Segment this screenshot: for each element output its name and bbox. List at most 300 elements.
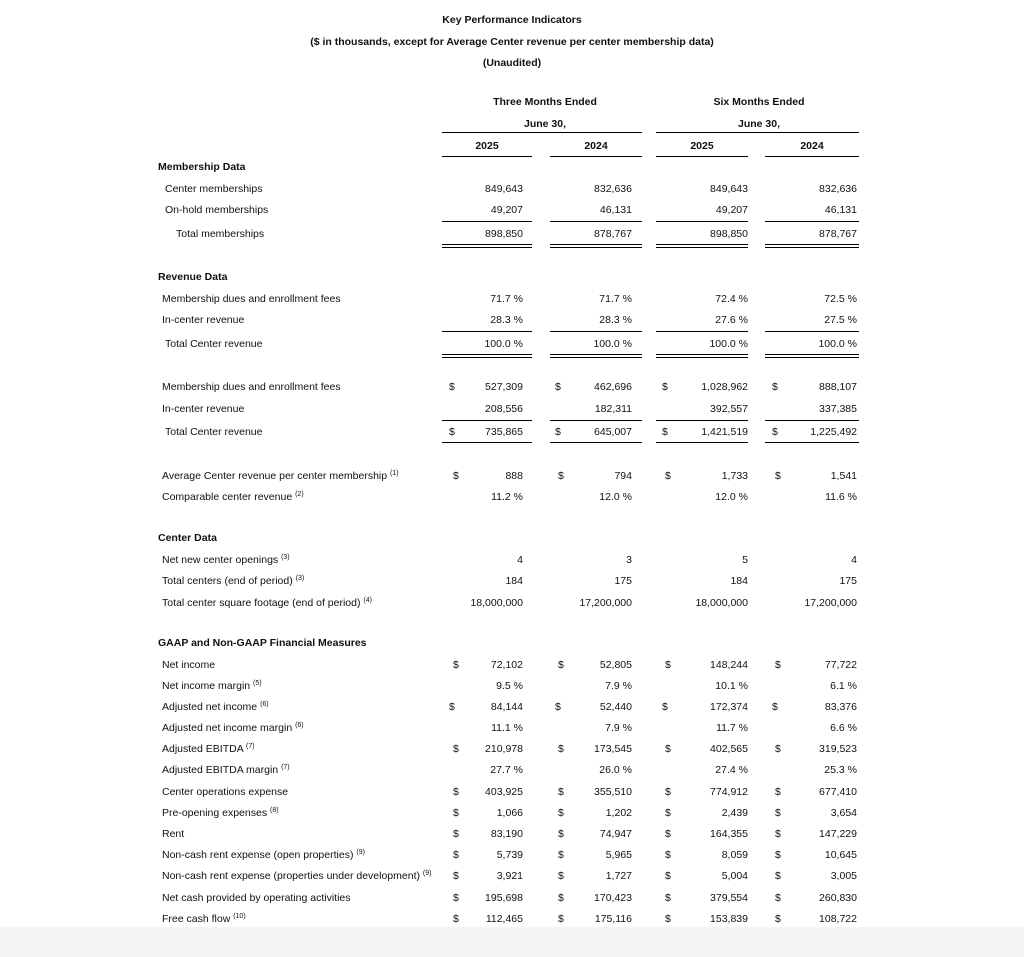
subtotal-rule [550,221,642,222]
section-gaap-measures: GAAP and Non-GAAP Financial Measures [158,637,367,649]
table-row-fcf [0,909,1024,930]
cell-value: 6.1 % [830,680,857,692]
footnote-marker: (8) [270,807,279,814]
total-rule [656,442,748,443]
subtotal-rule [656,221,748,222]
report-subtitle: ($ in thousands, except for Average Center revenue per center membership data) [310,35,714,48]
cell-value: 898,850 [485,228,523,240]
currency-symbol: $ [775,786,781,798]
footnote-marker: (9) [422,870,432,877]
table-row-rev-incenter [0,399,1024,420]
table-row-rev-total [0,422,1024,443]
currency-symbol: $ [665,849,671,861]
row-label-text: Adjusted EBITDA [162,743,244,755]
cell-value: 147,229 [819,828,857,840]
cell-value: 100.0 % [709,338,748,350]
row-label [162,571,304,592]
row-label [162,550,290,571]
row-label [162,676,262,697]
row-label-text: In-center revenue [162,403,245,415]
row-label-text: Adjusted net income margin [162,722,293,734]
table-row-sq-footage [0,593,1024,614]
cell-value: 195,698 [485,892,523,904]
cell-value: 11.2 % [491,491,523,503]
row-label [162,399,244,420]
cell-value: 888,107 [819,381,857,393]
cell-value: 175,116 [594,913,632,925]
footnote-marker: (3) [295,575,305,582]
total-double-rule [656,244,748,245]
cell-value: 379,554 [710,892,748,904]
currency-symbol: $ [775,892,781,904]
table-row-total-centers [0,571,1024,592]
cell-value: 3,005 [830,870,857,882]
cell-value: 1,202 [605,807,632,819]
row-label-text: Total centers (end of period) [162,575,293,587]
footnote-marker: (4) [363,597,372,604]
currency-symbol: $ [775,807,781,819]
cell-value: 794 [614,470,632,482]
total-rule [765,442,859,443]
cell-value: 26.0 % [599,764,632,776]
header-rule [656,132,859,133]
row-label [162,760,290,781]
total-double-rule [765,354,859,355]
cell-value: 849,643 [710,183,748,195]
row-label [162,466,399,487]
footnote-marker: (7) [281,764,290,771]
currency-symbol: $ [775,870,781,882]
cell-value: 17,200,000 [804,597,857,609]
total-double-rule [765,357,859,358]
total-double-rule [442,244,532,245]
table-row-adj-net-income-margin [0,718,1024,739]
header-six-months: Six Months Ended [713,96,805,108]
row-label-text: Center operations expense [162,786,289,798]
currency-symbol: $ [453,786,459,798]
table-row-adj-ebitda-margin [0,760,1024,781]
cell-value: 462,696 [594,381,632,393]
currency-symbol: $ [555,381,561,393]
currency-symbol: $ [772,701,778,713]
cell-value: 7.9 % [605,680,632,692]
row-label-text: Net income [162,659,216,671]
cell-value: 27.7 % [490,764,523,776]
currency-symbol: $ [772,381,778,393]
cell-value: 1,421,519 [701,426,748,438]
currency-symbol: $ [558,913,564,925]
cell-value: 164,355 [710,828,748,840]
year-rule [442,156,532,157]
cell-value: 27.5 % [824,314,857,326]
subtotal-rule [765,420,859,421]
currency-symbol: $ [665,659,671,671]
cell-value: 774,912 [710,786,748,798]
currency-symbol: $ [555,426,561,438]
cell-value: 2,439 [721,807,748,819]
cell-value: 148,244 [710,659,748,671]
cell-value: 1,066 [496,807,523,819]
cell-value: 28.3 % [490,314,523,326]
footnote-marker: (10) [233,913,246,920]
currency-symbol: $ [665,870,671,882]
cell-value: 108,722 [819,913,857,925]
cell-value: 52,440 [599,701,632,713]
cell-value: 527,309 [485,381,523,393]
currency-symbol: $ [558,786,564,798]
row-label [165,179,262,200]
cell-value: 210,978 [485,743,523,755]
cell-value: 74,947 [599,828,632,840]
row-label-text: Membership dues and enrollment fees [162,293,341,305]
subtotal-rule [442,331,532,332]
total-double-rule [656,354,748,355]
currency-symbol: $ [555,701,561,713]
total-rule [550,442,642,443]
currency-symbol: $ [449,701,455,713]
currency-symbol: $ [775,659,781,671]
cell-value: 888 [505,470,523,482]
table-row-comp-rev [0,487,1024,508]
currency-symbol: $ [772,426,778,438]
row-label-text: Net income margin [162,680,251,692]
cell-value: 3,654 [830,807,857,819]
cell-value: 184 [505,575,523,587]
footnote-marker: (9) [356,849,365,856]
subtotal-rule [442,221,532,222]
row-label [176,224,264,245]
cell-value: 677,410 [819,786,857,798]
currency-symbol: $ [558,849,564,861]
currency-symbol: $ [558,828,564,840]
year-header: 2025 [475,140,499,152]
cell-value: 18,000,000 [695,597,748,609]
cell-value: 18,000,000 [470,597,523,609]
cell-value: 182,311 [594,403,632,415]
section-membership-data: Membership Data [158,161,246,173]
total-rule [442,442,532,443]
cell-value: 100.0 % [484,338,523,350]
subtotal-rule [765,331,859,332]
cell-value: 10,645 [824,849,857,861]
cell-value: 11.6 % [825,491,857,503]
currency-symbol: $ [665,786,671,798]
section-revenue-data: Revenue Data [158,271,228,283]
cell-value: 832,636 [819,183,857,195]
row-label [162,888,351,909]
cell-value: 112,465 [485,913,523,925]
header-three-months-date: June 30, [523,118,567,130]
year-rule [550,156,642,157]
row-label-text: Adjusted net income [162,701,258,713]
cell-value: 11.7 % [716,722,748,734]
cell-value: 8,059 [721,849,748,861]
header-six-months-date: June 30, [737,118,781,130]
year-header: 2024 [584,140,608,152]
footnote-marker: (7) [246,743,255,750]
table-row-onhold-memberships [0,200,1024,221]
currency-symbol: $ [453,470,459,482]
section-center-data: Center Data [158,532,217,544]
currency-symbol: $ [665,828,671,840]
cell-value: 100.0 % [593,338,632,350]
currency-symbol: $ [775,743,781,755]
row-label [162,697,269,718]
header-three-months: Three Months Ended [493,96,597,108]
table-row-total-memberships [0,224,1024,245]
row-label-text: Non-cash rent expense (properties under development) [162,870,420,882]
report-title-block [0,12,1024,77]
row-label [162,289,341,310]
row-label-text: Pre-opening expenses [162,807,268,819]
row-label-text: Net new center openings [162,554,279,566]
cell-value: 5,965 [605,849,632,861]
total-double-rule [550,247,642,248]
cell-value: 3,921 [496,870,523,882]
currency-symbol: $ [665,913,671,925]
cell-value: 5,004 [721,870,748,882]
cell-value: 175 [839,575,857,587]
header-rule [442,132,642,133]
currency-symbol: $ [453,828,459,840]
currency-symbol: $ [453,807,459,819]
cell-value: 46,131 [599,204,632,216]
subtotal-rule [765,221,859,222]
table-row-net-new [0,550,1024,571]
cell-value: 1,733 [721,470,748,482]
row-label-text: Average Center revenue per center membership [162,470,388,482]
table-row-op-cash [0,888,1024,909]
row-label-text: Membership dues and enrollment fees [162,381,341,393]
currency-symbol: $ [558,659,564,671]
cell-value: 72.4 % [715,293,748,305]
total-double-rule [656,247,748,248]
currency-symbol: $ [453,743,459,755]
cell-value: 319,523 [819,743,857,755]
cell-value: 832,636 [594,183,632,195]
cell-value: 878,767 [819,228,857,240]
table-row-rev-pct-total [0,334,1024,355]
cell-value: 100.0 % [818,338,857,350]
table-row-preopening [0,803,1024,824]
cell-value: 17,200,000 [579,597,632,609]
row-label-text: Rent [162,828,185,840]
row-label-text: Total center square footage (end of period) [162,597,361,609]
cell-value: 4 [851,554,857,566]
table-row-noncash-dev [0,866,1024,887]
row-label-text: Center memberships [165,183,263,195]
cell-value: 1,727 [605,870,632,882]
total-double-rule [550,244,642,245]
row-label-text: Total memberships [176,228,265,240]
total-double-rule [442,357,532,358]
cell-value: 72.5 % [824,293,857,305]
cell-value: 25.3 % [824,764,857,776]
currency-symbol: $ [453,849,459,861]
currency-symbol: $ [453,659,459,671]
cell-value: 83,376 [824,701,857,713]
total-double-rule [550,357,642,358]
cell-value: 7.9 % [605,722,632,734]
cell-value: 5,739 [496,849,523,861]
currency-symbol: $ [662,701,668,713]
cell-value: 49,207 [490,204,523,216]
cell-value: 27.4 % [715,764,748,776]
row-label [165,200,268,221]
row-label [162,377,341,398]
cell-value: 10.1 % [715,680,748,692]
currency-symbol: $ [665,470,671,482]
row-label [162,487,304,508]
currency-symbol: $ [665,892,671,904]
currency-symbol: $ [558,470,564,482]
cell-value: 184 [730,575,748,587]
row-label-text: On-hold memberships [165,204,269,216]
cell-value: 153,839 [710,913,748,925]
cell-value: 12.0 % [715,491,748,503]
cell-value: 392,557 [710,403,748,415]
cell-value: 71.7 % [490,293,523,305]
table-row-avg-rev [0,466,1024,487]
table-row-rent [0,824,1024,845]
cell-value: 1,028,962 [701,381,748,393]
row-label-text: Total Center revenue [165,338,263,350]
row-label-text: Adjusted EBITDA margin [162,764,279,776]
row-label-text: Total Center revenue [165,426,263,438]
cell-value: 46,131 [824,204,857,216]
cell-value: 898,850 [710,228,748,240]
row-label [162,593,372,614]
currency-symbol: $ [662,426,668,438]
row-label [162,866,431,887]
cell-value: 402,565 [710,743,748,755]
table-row-rev-dues [0,377,1024,398]
currency-symbol: $ [453,913,459,925]
cell-value: 4 [517,554,523,566]
cell-value: 11.1 % [491,722,523,734]
total-double-rule [765,244,859,245]
year-rule [656,156,748,157]
cell-value: 175 [614,575,632,587]
footnote-marker: (5) [253,680,262,687]
currency-symbol: $ [665,807,671,819]
subtotal-rule [550,420,642,421]
cell-value: 878,767 [594,228,632,240]
total-double-rule [656,357,748,358]
year-header: 2024 [800,140,824,152]
cell-value: 337,385 [819,403,857,415]
currency-symbol: $ [775,913,781,925]
table-row-net-income [0,655,1024,676]
cell-value: 71.7 % [599,293,632,305]
footnote-marker: (2) [295,491,304,498]
cell-value: 208,556 [485,403,523,415]
currency-symbol: $ [665,743,671,755]
row-label [162,739,255,760]
row-label [162,655,215,676]
row-label-text: Free cash flow [162,913,231,925]
table-row-center-ops [0,782,1024,803]
table-row-noncash-open [0,845,1024,866]
currency-symbol: $ [453,892,459,904]
cell-value: 84,144 [490,701,523,713]
row-label [165,334,262,355]
cell-value: 735,865 [485,426,523,438]
cell-value: 173,545 [594,743,632,755]
table-row-center-memberships [0,179,1024,200]
row-label [162,824,184,845]
currency-symbol: $ [775,849,781,861]
cell-value: 1,541 [830,470,857,482]
currency-symbol: $ [449,426,455,438]
subtotal-rule [442,420,532,421]
row-label [162,845,365,866]
total-double-rule [765,247,859,248]
cell-value: 9.5 % [496,680,523,692]
row-label [165,422,262,443]
cell-value: 260,830 [819,892,857,904]
report-title: Key Performance Indicators [442,14,582,26]
cell-value: 403,925 [485,786,523,798]
table-row-rev-pct-dues [0,289,1024,310]
cell-value: 83,190 [490,828,523,840]
currency-symbol: $ [558,892,564,904]
currency-symbol: $ [558,870,564,882]
cell-value: 172,374 [710,701,748,713]
cell-value: 27.6 % [715,314,748,326]
cell-value: 5 [742,554,748,566]
cell-value: 12.0 % [599,491,632,503]
currency-symbol: $ [453,870,459,882]
report-unaudited-note: (Unaudited) [482,57,542,69]
row-label [162,782,288,803]
table-row-adj-ebitda [0,739,1024,760]
currency-symbol: $ [775,828,781,840]
page-bottom-band [0,927,1024,957]
row-label-text: In-center revenue [162,314,245,326]
cell-value: 170,423 [594,892,632,904]
currency-symbol: $ [558,743,564,755]
row-label [162,909,246,930]
year-rule [765,156,859,157]
total-double-rule [442,247,532,248]
cell-value: 28.3 % [599,314,632,326]
row-label [162,718,304,739]
total-double-rule [550,354,642,355]
cell-value: 49,207 [715,204,748,216]
currency-symbol: $ [558,807,564,819]
subtotal-rule [656,331,748,332]
cell-value: 72,102 [490,659,523,671]
cell-value: 77,722 [824,659,857,671]
row-label [162,310,244,331]
table-row-adj-net-income [0,697,1024,718]
cell-value: 3 [626,554,632,566]
cell-value: 849,643 [485,183,523,195]
cell-value: 645,007 [594,426,632,438]
footnote-marker: (1) [390,470,399,477]
total-double-rule [442,354,532,355]
currency-symbol: $ [662,381,668,393]
cell-value: 6.6 % [830,722,857,734]
footnote-marker: (3) [281,554,290,561]
currency-symbol: $ [449,381,455,393]
footnote-marker: (6) [295,722,304,729]
subtotal-rule [656,420,748,421]
table-row-net-income-margin [0,676,1024,697]
cell-value: 1,225,492 [810,426,857,438]
row-label-text: Non-cash rent expense (open properties) [162,849,354,861]
